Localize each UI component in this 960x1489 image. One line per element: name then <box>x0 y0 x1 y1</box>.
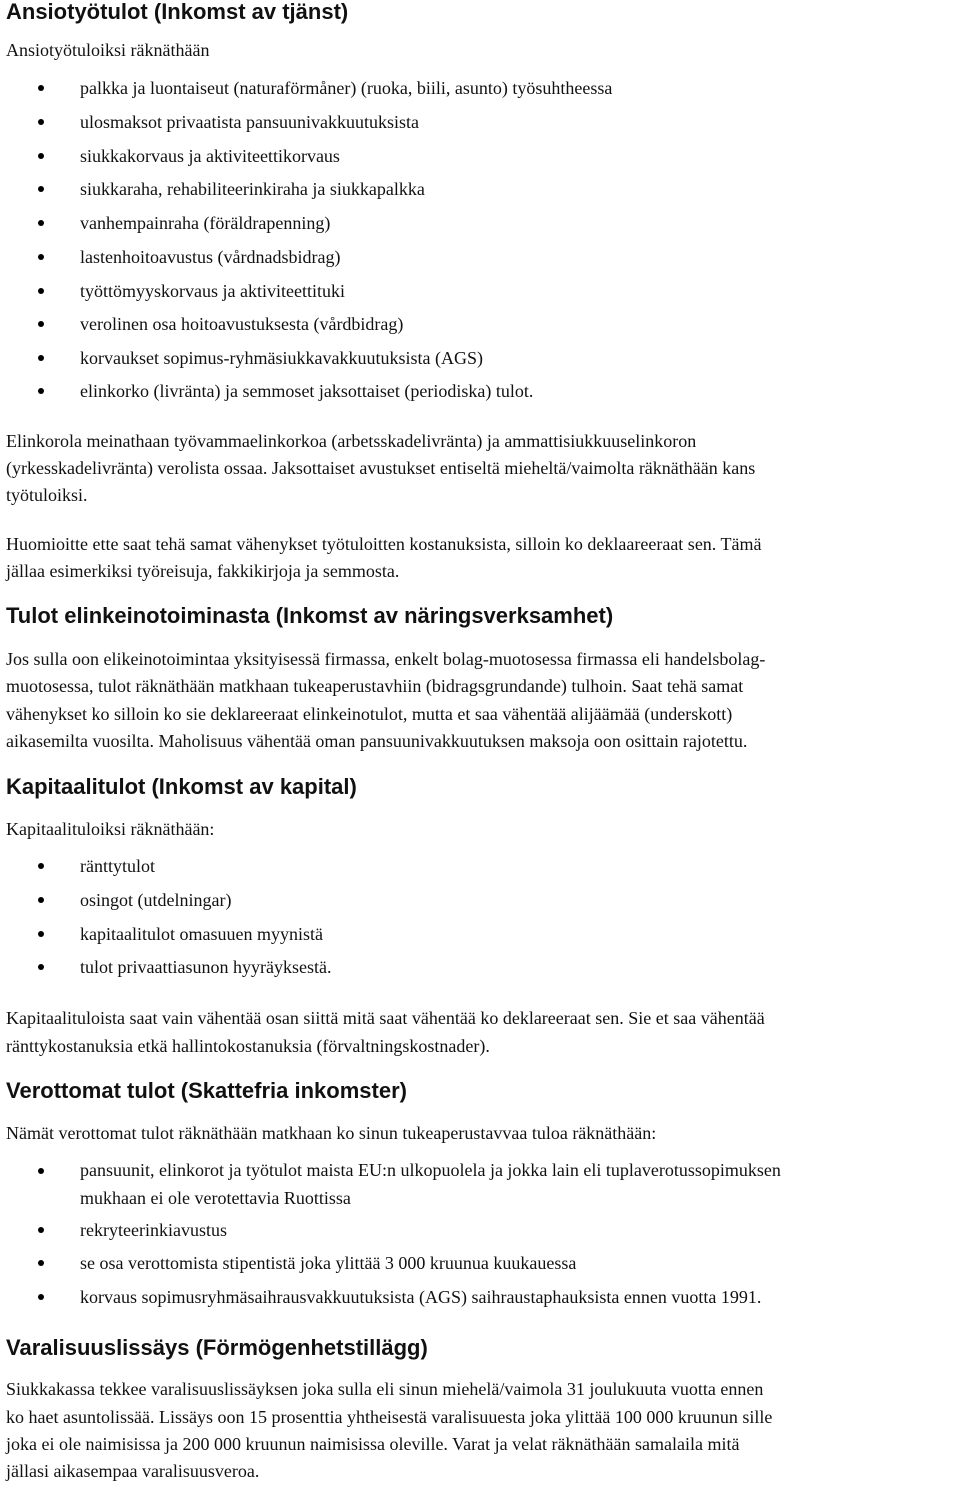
bullet-icon <box>38 254 44 260</box>
list-item: työttömyyskorvaus ja aktiviteettituki <box>0 276 960 306</box>
paragraph-line: Jos sulla oon elikeinotoimintaa yksityisessä firmassa, enkelt bolag-muotosessa firmassa eli handelsbolag- <box>6 649 766 669</box>
list-item: pansuunit, elinkorot ja työtulot maista EU:n ulkopuolela ja jokka lain eli tuplaverotussopimuksen mukhaan ei ole verotettavia Ruottissa <box>0 1156 960 1212</box>
bullet-icon <box>38 964 44 970</box>
paragraph-line: jällasi aikasempaa varalisuusveroa. <box>6 1461 260 1481</box>
bullet-icon <box>38 288 44 294</box>
paragraph-line: vähenykset ko silloin ko sie deklareeraat elinkeinotulot, mutta et saa vähentää alijäämää (underskott) <box>6 704 733 724</box>
list-item: korvaus sopimusryhmäsaihrausvakkuutuksista (AGS) saihraustaphauksista ennen vuotta 1991. <box>0 1282 960 1312</box>
bullet-icon <box>38 897 44 903</box>
list-item: se osa verottomista stipentistä joka ylittää 3 000 kruunua kuukauessa <box>0 1248 960 1278</box>
list-item: vanhempainraha (föräldrapenning) <box>0 208 960 238</box>
section-heading-business-income: Tulot elinkeinotoiminasta (Inkomst av näringsverksamhet) <box>6 603 614 628</box>
list-item: siukkakorvaus ja aktiviteettikorvaus <box>0 141 960 171</box>
list-item: ulosmaksot privaatista pansuunivakkuutuksista <box>0 107 960 137</box>
bullet-icon <box>38 931 44 937</box>
paragraph-line: Siukkakassa tekkee varalisuuslissäyksen joka sulla eli sinun miehelä/vaimola 31 joulukuuta vuotta ennen <box>6 1379 764 1399</box>
section-intro: Kapitaalituloiksi räknäthään: <box>6 819 215 839</box>
bullet-icon <box>38 863 44 869</box>
list-item: lastenhoitoavustus (vårdnadsbidrag) <box>0 242 960 272</box>
section-heading-tax-free-income: Verottomat tulot (Skattefria inkomster) <box>6 1078 407 1103</box>
list-item: rekryteerinkiavustus <box>0 1215 960 1245</box>
section-heading-capital-income: Kapitaalitulot (Inkomst av kapital) <box>6 774 357 799</box>
bullet-icon <box>38 388 44 394</box>
list-item: verolinen osa hoitoavustuksesta (vårdbidrag) <box>0 309 960 339</box>
list-item: ränttytulot <box>0 851 960 881</box>
paragraph-line: jällaa esimerkiksi työreisuja, fakkikirjoja ja semmosta. <box>6 561 400 581</box>
paragraph-line: muotosessa, tulot räknäthään matkhaan tukeaperustavhiin (bidragsgrundande) tulhoin. Saat tehä samat <box>6 676 744 696</box>
bullet-icon <box>38 85 44 91</box>
section-intro: Nämät verottomat tulot räknäthään matkhaan ko sinun tukeaperustavvaa tuloa räknäthään: <box>6 1123 657 1143</box>
bullet-icon <box>38 1294 44 1300</box>
paragraph-line: Elinkorola meinathaan työvammaelinkorkoa (arbetsskadelivränta) ja ammattisiukkuuselinkoron <box>6 431 697 451</box>
section-intro: Ansiotyötuloiksi räknäthään <box>6 40 210 60</box>
list-item: tulot privaattiasunon hyyräyksestä. <box>0 952 960 982</box>
section-heading-earned-income: Ansiotyötulot (Inkomst av tjänst) <box>6 0 349 24</box>
bullet-icon <box>38 186 44 192</box>
bullet-icon <box>38 1227 44 1233</box>
paragraph-line: Huomioitte ette saat tehä samat vähenykset työtuloitten kostanuksista, silloin ko deklaareeraat sen. Tämä <box>6 534 762 554</box>
bullet-icon <box>38 355 44 361</box>
list-item: kapitaalitulot omasuuen myynistä <box>0 919 960 949</box>
paragraph-line: työtuloiksi. <box>6 485 88 505</box>
paragraph-line: (yrkesskadelivränta) verolista ossaa. Jaksottaiset avustukset entiseltä mieheltä/vaimolta räknäthään kans <box>6 458 756 478</box>
bullet-icon <box>38 1260 44 1266</box>
section-heading-wealth-supplement: Varalisuuslissäys (Förmögenhetstillägg) <box>6 1335 428 1360</box>
list-item: elinkorko (livränta) ja semmoset jaksottaiset (periodiska) tulot. <box>0 376 960 406</box>
bullet-icon <box>38 220 44 226</box>
paragraph-line: ko haet asuntolissää. Lissäys oon 15 prosenttia yhtheisestä varalisuuesta joka ylittää 100 000 kruunun sille <box>6 1407 773 1427</box>
bullet-icon <box>38 321 44 327</box>
paragraph-line: ränttykostanuksia etkä hallintokostanuksia (förvaltningskostnader). <box>6 1036 490 1056</box>
paragraph-line: aikasemilta vuosilta. Maholisuus vähentää oman pansuunivakkuutuksen maksoja oon osittain rajotettu. <box>6 731 748 751</box>
list-item: siukkaraha, rehabiliteerinkiraha ja siukkapalkka <box>0 174 960 204</box>
paragraph-line: joka ei ole naimisissa ja 200 000 kruunun naimisissa oleville. Varat ja velat räknäthään samalaila mitä <box>6 1434 740 1454</box>
list-item: korvaukset sopimus-ryhmäsiukkavakkuutuksista (AGS) <box>0 343 960 373</box>
bullet-icon <box>38 1168 44 1174</box>
bullet-icon <box>38 119 44 125</box>
list-item: osingot (utdelningar) <box>0 885 960 915</box>
bullet-icon <box>38 153 44 159</box>
list-item: palkka ja luontaiseut (naturaförmåner) (ruoka, biili, asunto) työsuhtheessa <box>0 73 960 103</box>
paragraph-line: Kapitaalituloista saat vain vähentää osan siittä mitä saat vähentää ko deklareeraat sen. Sie et saa vähentää <box>6 1008 765 1028</box>
